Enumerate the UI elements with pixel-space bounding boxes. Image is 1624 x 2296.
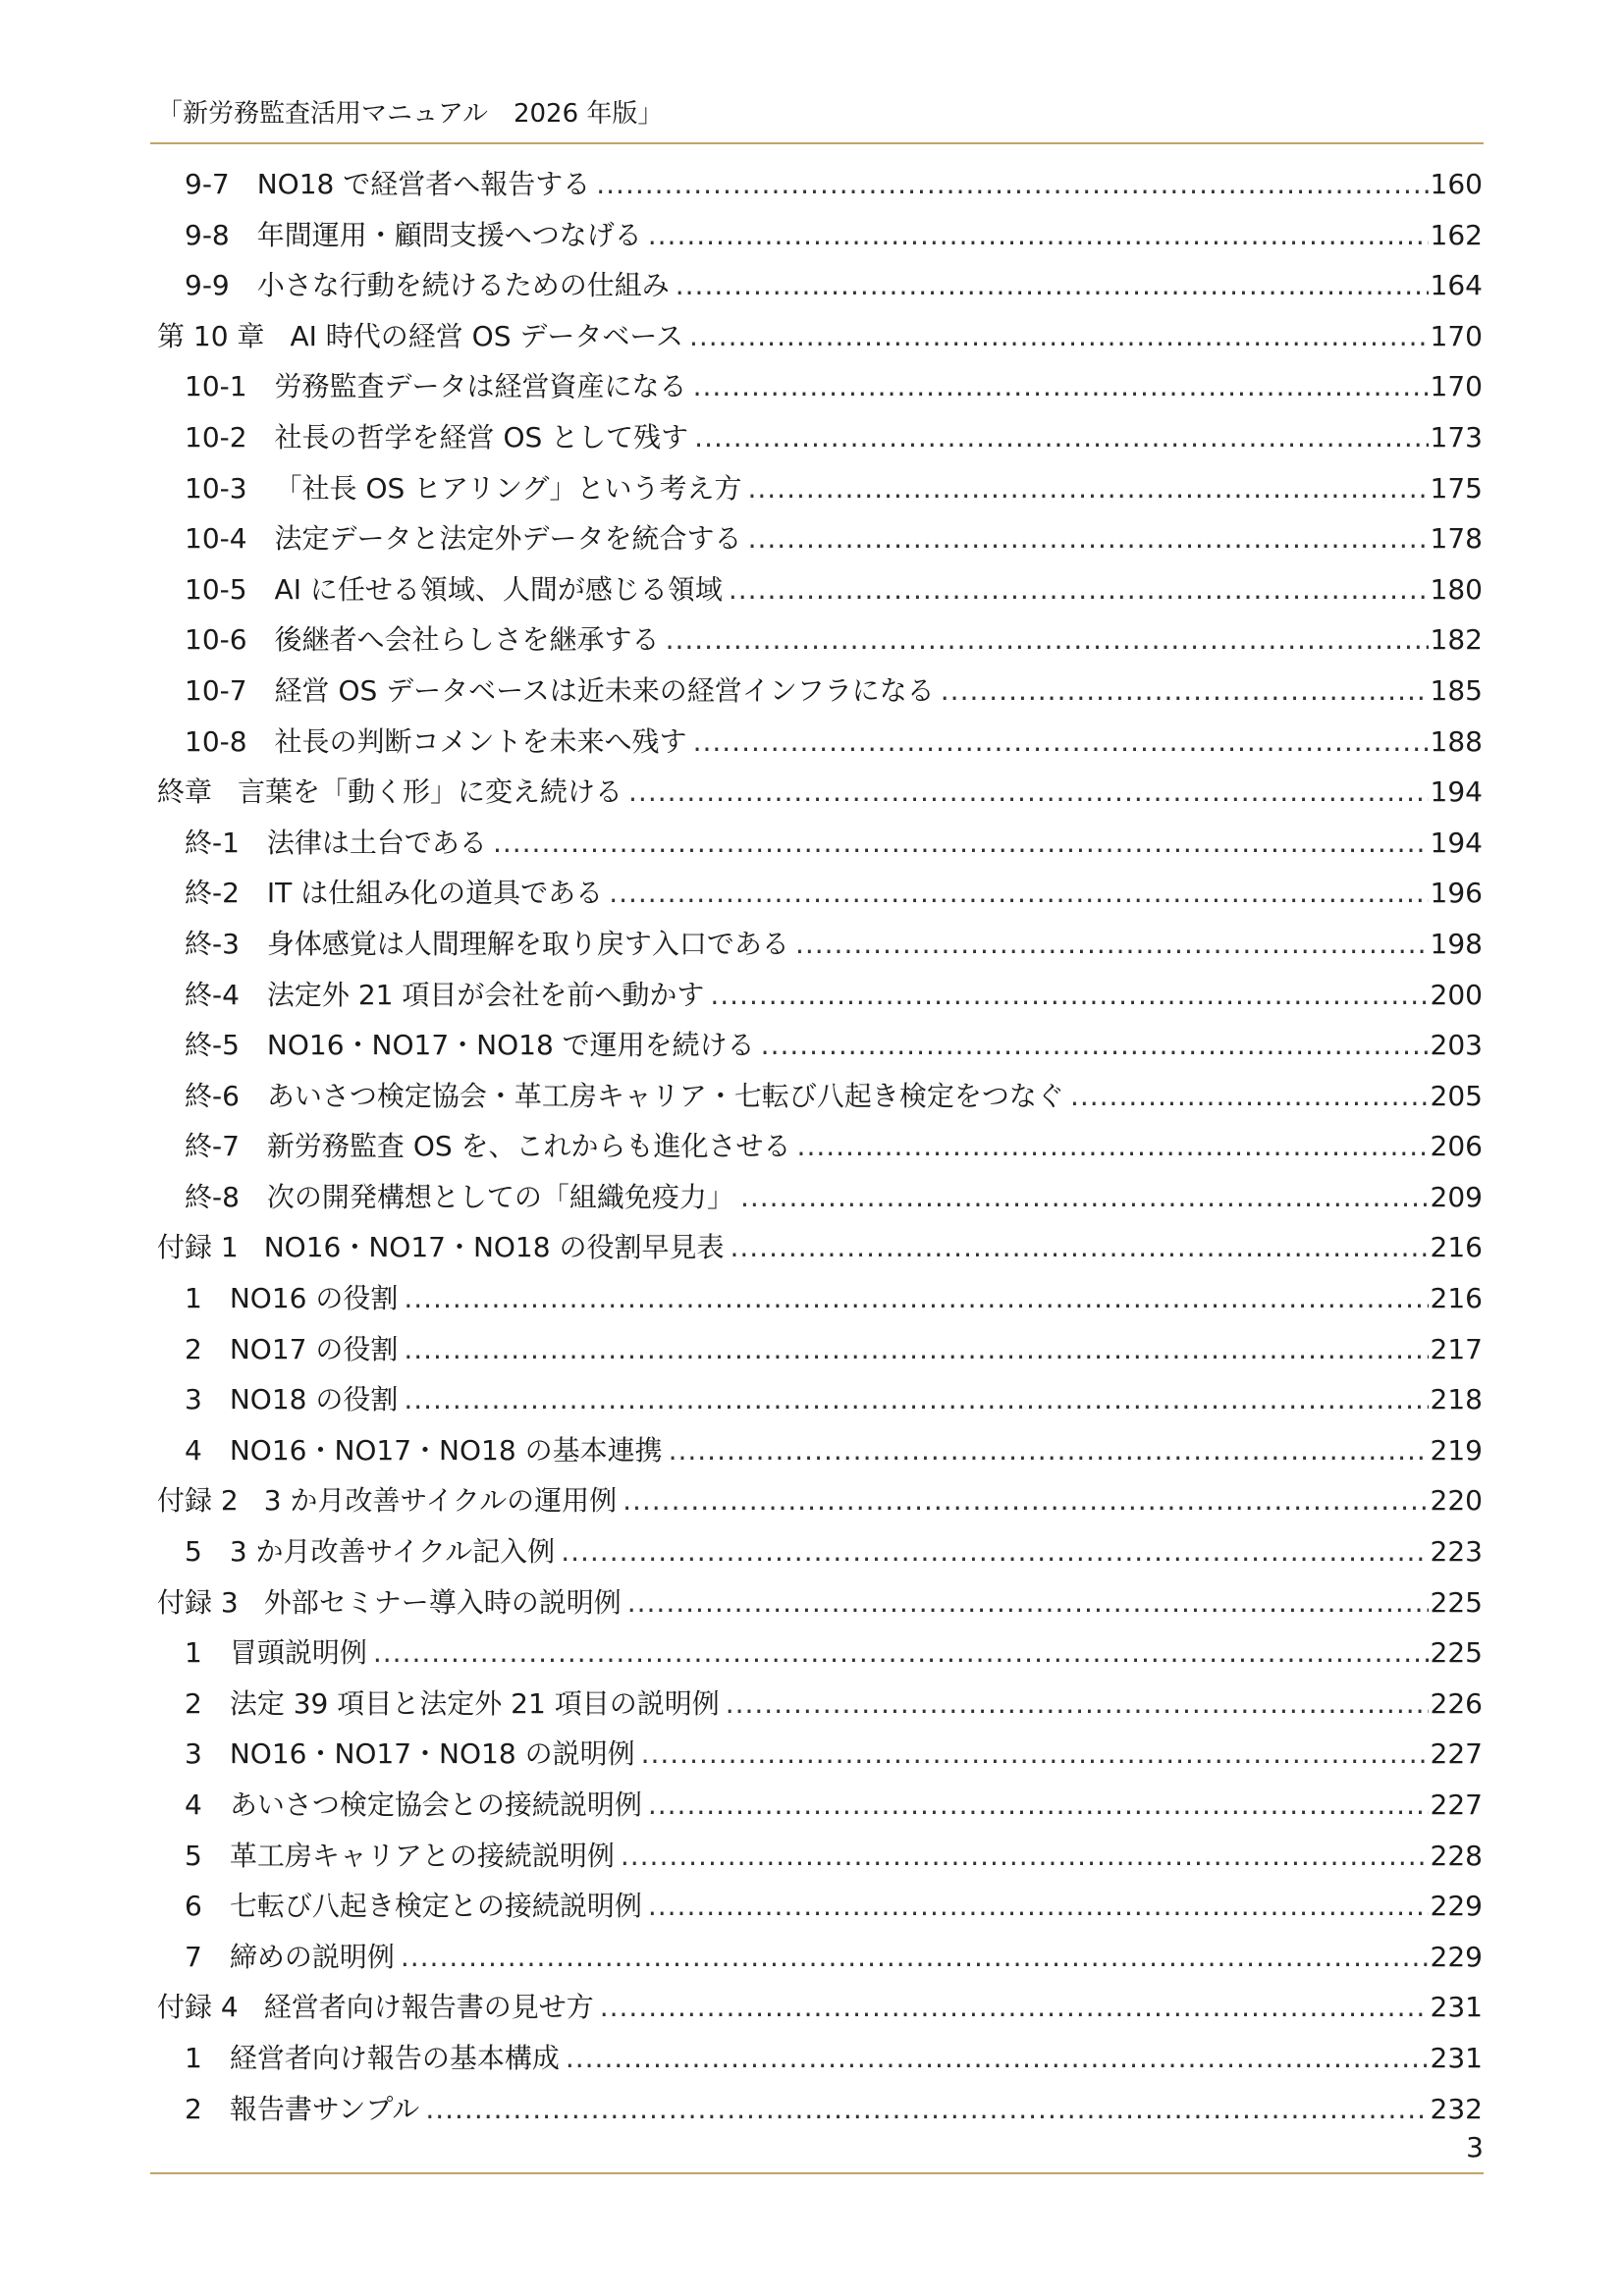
toc-entry-page: 229 <box>1430 1940 1483 1973</box>
toc-entry-page: 198 <box>1430 927 1483 960</box>
toc-entry-page: 225 <box>1430 1585 1483 1619</box>
toc-dot-leader <box>726 1679 1429 1730</box>
toc-entry-page: 182 <box>1430 623 1483 657</box>
toc-entry-title: AI 時代の経営 OS データベース <box>290 319 683 352</box>
toc-entry-title: AI に任せる領域、人間が感じる領域 <box>274 572 723 606</box>
toc-entry-page: 229 <box>1430 1890 1483 1923</box>
toc-entry-page: 227 <box>1430 1737 1483 1771</box>
toc-section-entry[interactable] <box>157 970 1483 1021</box>
toc-section-entry[interactable] <box>157 2033 1483 2084</box>
toc-chapter-entry[interactable] <box>157 767 1483 818</box>
toc-entry-page: 219 <box>1430 1433 1483 1467</box>
toc-entry-page: 218 <box>1430 1383 1483 1416</box>
toc-dot-leader <box>648 1780 1429 1831</box>
toc-dot-leader <box>566 2033 1429 2084</box>
toc-entry-page: 232 <box>1430 2092 1483 2125</box>
toc-entry-page: 200 <box>1430 978 1483 1011</box>
toc-entry-number: 5 <box>185 1535 202 1569</box>
toc-entry-number: 4 <box>185 1433 202 1467</box>
toc-entry-number: 3 <box>185 1737 202 1771</box>
toc-dot-leader <box>693 361 1429 412</box>
toc-entry-title: あいさつ検定協会との接続説明例 <box>229 1789 642 1821</box>
toc-entry-page: 194 <box>1430 775 1483 809</box>
page-number: 3 <box>1466 2131 1484 2163</box>
toc-entry-title: 革工房キャリアとの接続説明例 <box>229 1839 615 1872</box>
toc-entry-number: 6 <box>185 1890 202 1923</box>
toc-dot-leader <box>669 1425 1429 1476</box>
toc-entry-number: 終-8 <box>185 1180 240 1213</box>
toc-section-entry[interactable] <box>157 1121 1483 1172</box>
toc-entry-number: 終-2 <box>185 877 240 910</box>
toc-entry-number: 2 <box>185 2092 202 2125</box>
toc-dot-leader <box>627 1577 1429 1629</box>
toc-entry-title: 外部セミナー導入時の説明例 <box>263 1585 622 1619</box>
toc-entry-number: 10-7 <box>185 673 247 707</box>
toc-section-entry[interactable] <box>157 513 1483 564</box>
toc-section-entry[interactable] <box>157 361 1483 412</box>
toc-entry-page: 180 <box>1430 572 1483 606</box>
toc-entry-number: 10-5 <box>185 572 247 606</box>
toc-entry-number: 2 <box>185 1332 202 1365</box>
toc-entry-title: 法律は土台である <box>266 826 487 859</box>
toc-entry-title: 経営 OS データベースは近未来の経営インフラになる <box>274 673 935 707</box>
toc-chapter-entry[interactable] <box>157 1577 1483 1629</box>
toc-entry-number: 付録 4 <box>157 1991 239 2024</box>
toc-section-entry[interactable] <box>157 564 1483 615</box>
toc-section-entry[interactable] <box>157 463 1483 514</box>
toc-dot-leader <box>689 311 1429 362</box>
toc-section-entry[interactable] <box>157 2084 1483 2135</box>
toc-entry-number: 10-8 <box>185 724 247 758</box>
toc-entry-title: 法定外 21 項目が会社を前へ動かす <box>266 978 705 1011</box>
toc-chapter-entry[interactable] <box>157 1982 1483 2033</box>
toc-entry-page: 231 <box>1430 2041 1483 2074</box>
toc-entry-page: 209 <box>1430 1180 1483 1213</box>
toc-dot-leader <box>623 1475 1428 1526</box>
toc-entry-title: 七転び八起き検定との接続説明例 <box>229 1890 642 1923</box>
toc-entry-title: 言葉を「動く形」に変え続ける <box>238 775 623 809</box>
toc-entry-title: 社長の判断コメントを未来へ残す <box>274 724 687 758</box>
toc-entry-number: 1 <box>185 1636 202 1670</box>
toc-dot-leader <box>795 919 1429 970</box>
toc-entry-page: 226 <box>1430 1686 1483 1720</box>
toc-entry-page: 188 <box>1430 724 1483 758</box>
toc-entry-title: NO16 の役割 <box>229 1282 399 1315</box>
toc-dot-leader <box>628 767 1429 818</box>
toc-dot-leader <box>1070 1071 1429 1122</box>
toc-entry-title: 法定データと法定外データを統合する <box>274 522 742 556</box>
toc-entry-title: 後継者へ会社らしさを継承する <box>274 623 660 657</box>
toc-section-entry[interactable] <box>157 412 1483 463</box>
toc-entry-page: 225 <box>1430 1636 1483 1670</box>
toc-entry-title: 3 か月改善サイクルの運用例 <box>263 1484 618 1518</box>
toc-entry-number: 終-5 <box>185 1029 240 1062</box>
toc-entry-number: 10-2 <box>185 420 247 454</box>
header-rule <box>150 142 1484 144</box>
toc-entry-page: 228 <box>1430 1839 1483 1872</box>
toc-section-entry[interactable] <box>157 1679 1483 1730</box>
toc-entry-title: NO18 で経営者へ報告する <box>256 168 591 200</box>
toc-entry-page: 227 <box>1430 1789 1483 1821</box>
toc-entry-page: 160 <box>1430 168 1483 200</box>
toc-entry-title: NO16・NO17・NO18 の説明例 <box>229 1737 635 1771</box>
toc-section-entry[interactable] <box>157 1071 1483 1122</box>
toc-entry-number: 1 <box>185 2041 202 2074</box>
toc-dot-leader <box>373 1628 1429 1679</box>
toc-dot-leader <box>730 1222 1428 1273</box>
toc-entry-number: 終-4 <box>185 978 240 1011</box>
toc-entry-number: 3 <box>185 1383 202 1416</box>
toc-entry-page: 196 <box>1430 877 1483 910</box>
toc-entry-title: 労務監査データは経営資産になる <box>274 370 687 403</box>
toc-entry-title: 3 か月改善サイクル記入例 <box>229 1535 556 1569</box>
toc-entry-number: 9-7 <box>185 168 230 200</box>
toc-dot-leader <box>666 614 1429 666</box>
toc-entry-title: 社長の哲学を経営 OS として残す <box>274 420 689 454</box>
toc-entry-page: 164 <box>1430 269 1483 302</box>
toc-dot-leader <box>648 210 1429 261</box>
toc-dot-leader <box>621 1831 1429 1882</box>
toc-entry-title: 法定 39 項目と法定外 21 項目の説明例 <box>229 1686 720 1720</box>
toc-section-entry[interactable] <box>157 210 1483 261</box>
toc-dot-leader <box>404 1324 1428 1375</box>
toc-entry-title: 新労務監査 OS を、これからも進化させる <box>266 1130 791 1163</box>
document-header-title: 「新労務監査活用マニュアル 2026 年版」 <box>157 99 664 129</box>
toc-dot-leader <box>941 666 1429 717</box>
toc-entry-page: 162 <box>1430 218 1483 251</box>
toc-entry-number: 4 <box>185 1789 202 1821</box>
toc-section-entry[interactable] <box>157 1932 1483 1983</box>
toc-entry-number: 付録 3 <box>157 1585 239 1619</box>
toc-dot-leader <box>740 1172 1429 1223</box>
toc-entry-number: 9-8 <box>185 218 230 251</box>
toc-entry-number: 10-1 <box>185 370 247 403</box>
toc-section-entry[interactable] <box>157 818 1483 869</box>
toc-entry-page: 175 <box>1430 471 1483 505</box>
toc-entry-title: 締めの説明例 <box>229 1940 395 1973</box>
toc-dot-leader <box>694 412 1428 463</box>
toc-section-entry[interactable] <box>157 1425 1483 1476</box>
toc-section-entry[interactable] <box>157 1172 1483 1223</box>
toc-section-entry[interactable] <box>157 614 1483 666</box>
toc-entry-title: 「社長 OS ヒアリング」という考え方 <box>274 471 742 505</box>
toc-dot-leader <box>596 159 1428 210</box>
toc-section-entry[interactable] <box>157 868 1483 919</box>
toc-entry-number: 1 <box>185 1282 202 1315</box>
toc-section-entry[interactable] <box>157 1729 1483 1780</box>
toc-section-entry[interactable] <box>157 1881 1483 1932</box>
toc-entry-number: 終-1 <box>185 826 240 859</box>
toc-entry-title: 小さな行動を続けるための仕組み <box>256 269 670 302</box>
toc-dot-leader <box>609 868 1428 919</box>
toc-entry-page: 194 <box>1430 826 1483 859</box>
toc-chapter-entry[interactable] <box>157 1222 1483 1273</box>
toc-dot-leader <box>747 463 1428 514</box>
toc-section-entry[interactable] <box>157 919 1483 970</box>
toc-entry-number: 7 <box>185 1940 202 1973</box>
toc-entry-page: 206 <box>1430 1130 1483 1163</box>
table-of-contents <box>157 159 1483 2134</box>
toc-dot-leader <box>493 818 1429 869</box>
toc-section-entry[interactable] <box>157 1628 1483 1679</box>
footer-rule <box>150 2172 1484 2174</box>
toc-dot-leader <box>561 1526 1428 1577</box>
toc-entry-number: 付録 2 <box>157 1484 239 1518</box>
toc-dot-leader <box>676 260 1429 311</box>
toc-entry-title: 年間運用・顧問支援へつなげる <box>256 218 642 251</box>
toc-entry-title: 冒頭説明例 <box>229 1636 367 1670</box>
toc-dot-leader <box>600 1982 1429 2033</box>
toc-entry-title: NO16・NO17・NO18 の基本連携 <box>229 1433 663 1467</box>
toc-entry-number: 10-3 <box>185 471 247 505</box>
toc-entry-page: 170 <box>1430 319 1483 352</box>
toc-section-entry[interactable] <box>157 1273 1483 1324</box>
toc-entry-title: IT は仕組み化の道具である <box>266 877 604 910</box>
toc-dot-leader <box>729 564 1429 615</box>
toc-entry-title: NO17 の役割 <box>229 1332 399 1365</box>
toc-dot-leader <box>648 1881 1429 1932</box>
toc-section-entry[interactable] <box>157 1780 1483 1831</box>
toc-dot-leader <box>761 1020 1429 1071</box>
toc-dot-leader <box>401 1932 1429 1983</box>
toc-section-entry[interactable] <box>157 1831 1483 1882</box>
toc-dot-leader <box>641 1729 1429 1780</box>
toc-entry-page: 216 <box>1430 1282 1483 1315</box>
toc-entry-page: 216 <box>1430 1231 1483 1264</box>
toc-entry-number: 終-7 <box>185 1130 240 1163</box>
toc-entry-number: 付録 1 <box>157 1231 239 1264</box>
toc-dot-leader <box>404 1273 1428 1324</box>
toc-entry-number: 9-9 <box>185 269 230 302</box>
toc-section-entry[interactable] <box>157 1374 1483 1425</box>
toc-entry-page: 231 <box>1430 1991 1483 2024</box>
toc-entry-page: 205 <box>1430 1079 1483 1112</box>
toc-entry-page: 203 <box>1430 1029 1483 1062</box>
toc-entry-number: 5 <box>185 1839 202 1872</box>
toc-dot-leader <box>710 970 1428 1021</box>
toc-entry-title: 次の開発構想としての「組織免疫力」 <box>266 1180 734 1213</box>
toc-entry-page: 173 <box>1430 420 1483 454</box>
toc-section-entry[interactable] <box>157 1020 1483 1071</box>
toc-entry-page: 185 <box>1430 673 1483 707</box>
toc-section-entry[interactable] <box>157 717 1483 768</box>
toc-section-entry[interactable] <box>157 159 1483 210</box>
toc-entry-page: 217 <box>1430 1332 1483 1365</box>
toc-dot-leader <box>693 717 1429 768</box>
toc-entry-number: 10-4 <box>185 522 247 556</box>
toc-entry-page: 178 <box>1430 522 1483 556</box>
toc-entry-title: 経営者向け報告の基本構成 <box>229 2041 560 2074</box>
toc-section-entry[interactable] <box>157 666 1483 717</box>
toc-entry-page: 170 <box>1430 370 1483 403</box>
toc-entry-title: NO16・NO17・NO18 の役割早見表 <box>263 1231 725 1264</box>
toc-section-entry[interactable] <box>157 260 1483 311</box>
toc-entry-title: NO18 の役割 <box>229 1383 399 1416</box>
toc-entry-page: 223 <box>1430 1535 1483 1569</box>
toc-chapter-entry[interactable] <box>157 311 1483 362</box>
toc-entry-title: 報告書サンプル <box>229 2092 420 2125</box>
toc-entry-number: 終章 <box>157 775 213 809</box>
toc-dot-leader <box>797 1121 1429 1172</box>
toc-entry-number: 終-6 <box>185 1079 240 1112</box>
toc-entry-title: NO16・NO17・NO18 で運用を続ける <box>266 1029 755 1062</box>
toc-entry-number: 終-3 <box>185 927 240 960</box>
toc-dot-leader <box>748 513 1429 564</box>
toc-entry-number: 第 10 章 <box>157 319 265 352</box>
toc-dot-leader <box>425 2084 1428 2135</box>
toc-entry-title: 経営者向け報告書の見せ方 <box>263 1991 594 2024</box>
toc-entry-title: あいさつ検定協会・革工房キャリア・七転び八起き検定をつなぐ <box>266 1079 1064 1112</box>
toc-entry-title: 身体感覚は人間理解を取り戻す入口である <box>266 927 789 960</box>
toc-entry-number: 10-6 <box>185 623 247 657</box>
toc-section-entry[interactable] <box>157 1324 1483 1375</box>
toc-entry-number: 2 <box>185 1686 202 1720</box>
toc-dot-leader <box>404 1374 1428 1425</box>
toc-section-entry[interactable] <box>157 1526 1483 1577</box>
toc-chapter-entry[interactable] <box>157 1475 1483 1526</box>
toc-entry-page: 220 <box>1430 1484 1483 1518</box>
